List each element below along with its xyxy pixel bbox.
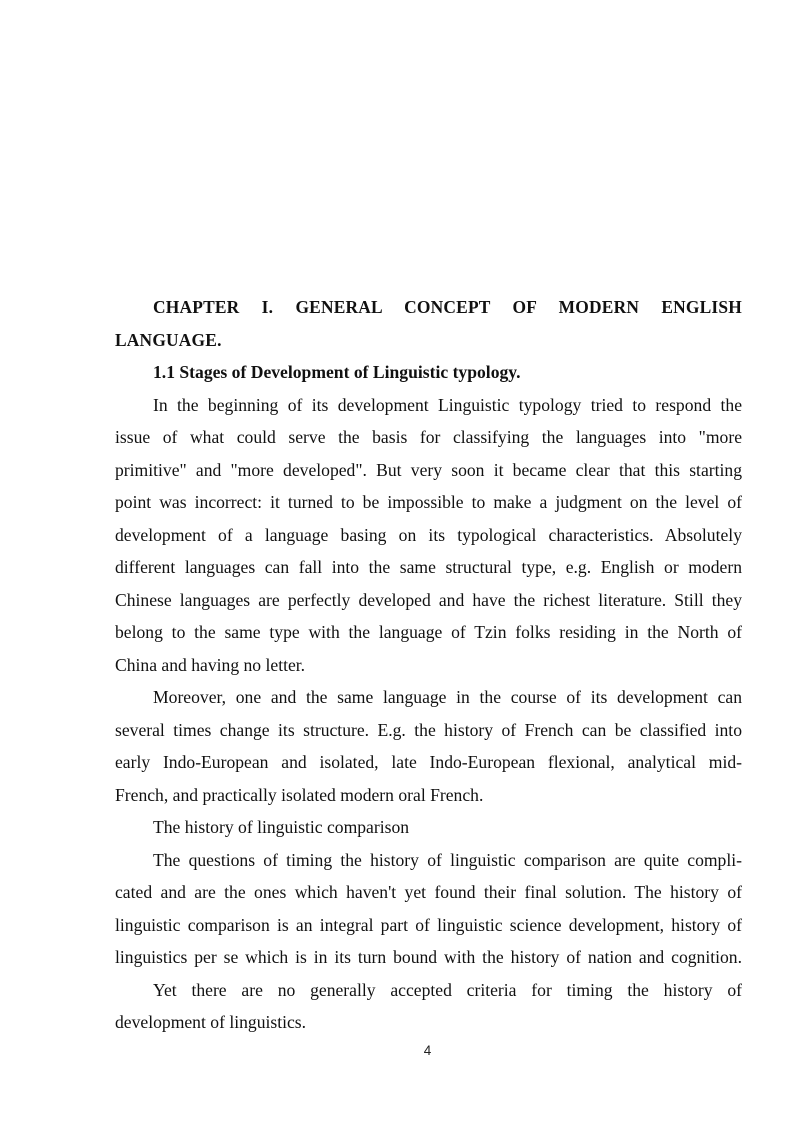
paragraph [115, 844, 742, 974]
paragraph-line: In the beginning of its development Linguistic typology tried to respond the [153, 394, 742, 415]
paragraph-line: different languages can fall into the same structural type, e.g. English or modern [115, 557, 742, 577]
paragraph-line: issue of what could serve the basis for classifying the languages into "more [115, 427, 742, 447]
paragraph-line: several times change its structure. E.g. the history of French can be classified into [115, 719, 742, 740]
section-title: 1.1 Stages of Development of Linguistic typology. [153, 362, 521, 382]
paragraph-line: China and having no letter. [115, 654, 306, 675]
paragraph-line: development of linguistics. [115, 1012, 307, 1032]
paragraph-line: point was incorrect: it turned to be impossible to make a judgment on the level of [115, 492, 742, 512]
paragraph-line: Chinese languages are perfectly developed and have the richest literature. Still they [115, 589, 742, 610]
paragraph-line: cated and are the ones which haven't yet found their final solution. The history of [115, 882, 742, 902]
paragraph-line: Yet there are no generally accepted criteria for timing the history of [153, 979, 742, 1000]
document-page [115, 291, 742, 1039]
paragraph-line: Moreover, one and the same language in the course of its development can [153, 687, 742, 707]
paragraph-line: linguistics per se which is in its turn bound with the history of nation and cognition. [115, 947, 742, 967]
paragraph-line: linguistic comparison is an integral part of linguistic science development, history of [115, 914, 742, 935]
page-number: 4 [423, 1043, 432, 1058]
paragraph-line: primitive" and "more developed". But very soon it became clear that this starting [115, 459, 742, 480]
chapter-title-line-2: LANGUAGE. [115, 329, 222, 350]
paragraph-line: early Indo-European and isolated, late Indo-European flexional, analytical mid- [115, 752, 742, 772]
paragraph-line: The questions of timing the history of linguistic comparison are quite compli- [153, 849, 742, 870]
chapter-title-line-1: CHAPTER I. GENERAL CONCEPT OF MODERN ENGLISH [153, 297, 742, 317]
subheading-line: The history of linguistic comparison [153, 817, 410, 837]
paragraph [115, 681, 742, 811]
paragraph-line: belong to the same type with the language of Tzin folks residing in the North of [115, 622, 742, 642]
paragraph [115, 974, 742, 1039]
paragraph-line: development of a language basing on its typological characteristics. Absolutely [115, 524, 742, 545]
subheading [115, 811, 742, 844]
paragraph-line: French, and practically isolated modern oral French. [115, 784, 484, 805]
paragraph [115, 389, 742, 682]
